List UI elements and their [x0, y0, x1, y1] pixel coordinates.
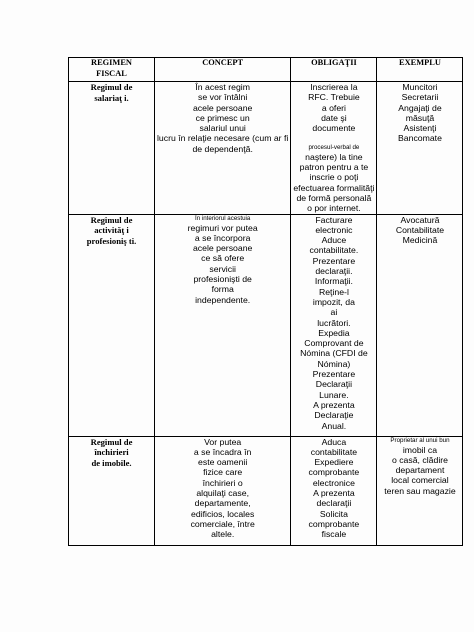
concept-cell: Vor putea a se încadra în este oamenii fizice care închirieri o alquilaţi case, departamente, edificios, locales comerciale, între altele.	[155, 436, 291, 545]
regime-cell: Regimul de salariaţ i.	[69, 82, 155, 215]
table-header-row	[69, 58, 463, 82]
obligations-cell: Inscrierea la RFC. Trebuie a oferi date şi documente procesul-verbal de naştere) la tine patron pentru a te inscrie o poţi efectuarea formalităţi de formă personală o por internet.	[291, 82, 377, 215]
header-obligations: OBLIGAŢII	[291, 58, 377, 82]
header-example: EXEMPLU	[377, 58, 463, 82]
header-concept: CONCEPT	[155, 58, 291, 82]
concept-cell: În acest regim se vor întâlni acele persoane ce primesc un salariul unui lucru în relaţie necesare (cum ar fi de dependenţă.	[155, 82, 291, 215]
obligations-cell: Facturare electronic Aduce contabilitate. Prezentare declaraţii. Informaţii. Reţine-l impozit, da ai lucrători. Expedia Comprovant de Nómina (CFDI de Nómina) Prezentare Declaraţii Lunare. A prezenta Declaraţie Anual.	[291, 214, 377, 436]
table-row	[69, 214, 463, 436]
obligations-cell: Aduca contabilitate Expediere comprobante electronice A prezenta declaraţii Solicita comprobante fiscale	[291, 436, 377, 545]
concept-cell: În interiorul acestuia regimuri vor putea a se încorpora acele persoane ce să ofere servicii profesionişti de forma independente.	[155, 214, 291, 436]
example-cell: Avocatură Contabilitate Medicină	[377, 214, 463, 436]
regime-cell: Regimul de activităţ i profesioniş ti.	[69, 214, 155, 436]
header-regime: REGIMEN FISCAL	[69, 58, 155, 82]
example-cell: Muncitori Secretarii Angajaţi de măsuţă Asistenţi Bancomate	[377, 82, 463, 215]
example-cell: Proprietar al unui bun imobil ca o casă, clădire departament local comercial teren sau magazie	[377, 436, 463, 545]
table-row	[69, 82, 463, 215]
regime-cell: Regimul de închirieri de imobile.	[69, 436, 155, 545]
fiscal-regime-table	[68, 57, 463, 546]
table-row	[69, 436, 463, 545]
